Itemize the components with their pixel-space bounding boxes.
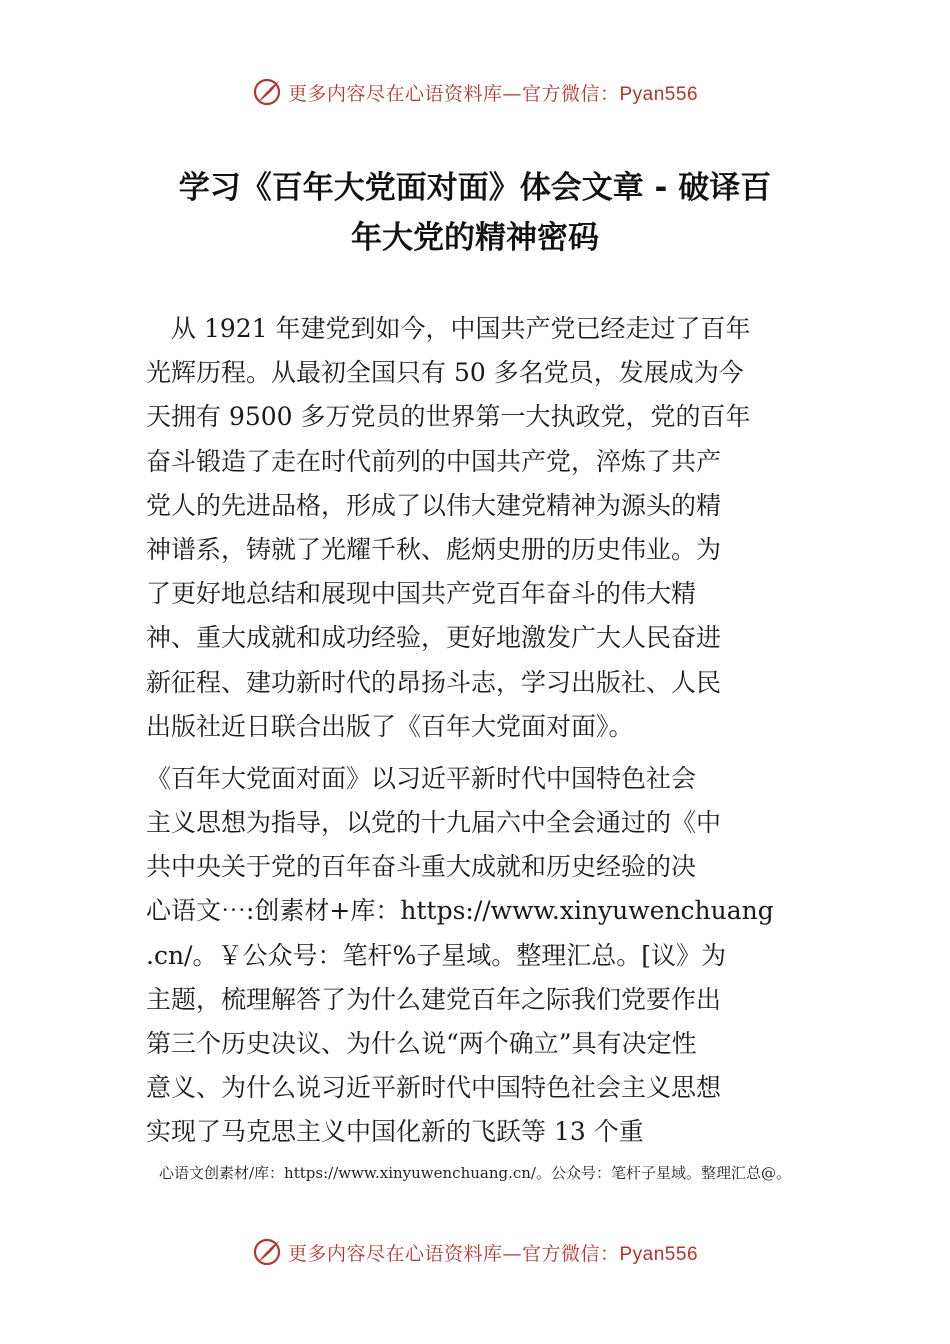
- paragraph-line: 光辉历程。从最初全国只有 50 多名党员，发展成为今: [146, 358, 744, 388]
- title-line-2: 年大党的精神密码: [351, 220, 599, 256]
- paragraph-line: 从 1921 年建党到如今，中国共产党已经走过了百年: [146, 314, 751, 343]
- paragraph-1: [146, 307, 816, 749]
- paragraph-line: 共中央关于党的百年奋斗重大成就和历史经验的决: [146, 852, 697, 882]
- paragraph-line: 奋斗锻造了走在时代前列的中国共产党，淬炼了共产: [146, 446, 722, 476]
- paragraph-line: 实现了马克思主义中国化新的飞跃等 13 个重: [146, 1117, 644, 1147]
- paragraph-line: 主义思想为指导，以党的十九届六中全会通过的《中: [146, 808, 722, 838]
- paragraph-line: 《百年大党面对面》以习近平新时代中国特色社会: [146, 763, 697, 793]
- header-banner-label: 更多内容尽在心语资料库—官方微信：: [287, 82, 620, 105]
- paragraph-line: 了更好地总结和展现中国共产党百年奋斗的伟大精: [146, 579, 697, 609]
- paragraph-line: 意义、为什么说习近平新时代中国特色社会主义思想: [146, 1073, 722, 1103]
- paragraph-line: 神谱系，铸就了光耀千秋、彪炳史册的历史伟业。为: [146, 534, 722, 564]
- paragraph-line: 主题，梳理解答了为什么建党百年之际我们党要作出: [146, 984, 722, 1014]
- document-title: [130, 163, 820, 263]
- paragraph-line: 党人的先进品格，形成了以伟大建党精神为源头的精: [146, 490, 722, 520]
- header-banner: [0, 72, 950, 112]
- paragraph-line: 心语文⋯:创素材+库：https://www.xinyuwenchuang: [146, 896, 774, 926]
- paragraph-line: 新征程、建功新时代的昂扬斗志，学习出版社、人民: [146, 667, 722, 697]
- paragraph-line: 神、重大成就和成功经验，更好地激发广大人民奋进: [146, 623, 722, 653]
- quill-circle-logo-icon: [252, 1237, 282, 1267]
- paragraph-line: .cn/。￥公众号：笔杆%子星域。整理汇总。[议》为: [146, 940, 726, 970]
- footer-banner: [0, 1232, 950, 1272]
- document-body: [146, 307, 816, 1155]
- paragraph-line: 天拥有 9500 多万党员的世界第一大执政党，党的百年: [146, 402, 751, 432]
- paragraph-line: 第三个历史决议、为什么说“两个确立”具有决定性: [146, 1029, 697, 1058]
- footer-banner-label: 更多内容尽在心语资料库—官方微信：: [287, 1242, 620, 1265]
- header-banner-text: [288, 79, 698, 106]
- title-line-1: 学习《百年大党面对面》体会文章 - 破译百: [178, 170, 772, 206]
- paragraph-2: [146, 757, 816, 1155]
- page-footnote: 心语文创素材/库：https://www.xinyuwenchuang.cn/。公众号：笔杆子星域。整理汇总@。: [159, 1164, 791, 1182]
- footer-wechat-id: Pyan556: [619, 1243, 699, 1265]
- quill-circle-logo-icon: [252, 77, 282, 107]
- footer-banner-text: [288, 1239, 698, 1266]
- paragraph-gap: [146, 749, 816, 757]
- paragraph-line: 出版社近日联合出版了《百年大党面对面》。: [146, 711, 634, 741]
- header-wechat-id: Pyan556: [619, 83, 699, 105]
